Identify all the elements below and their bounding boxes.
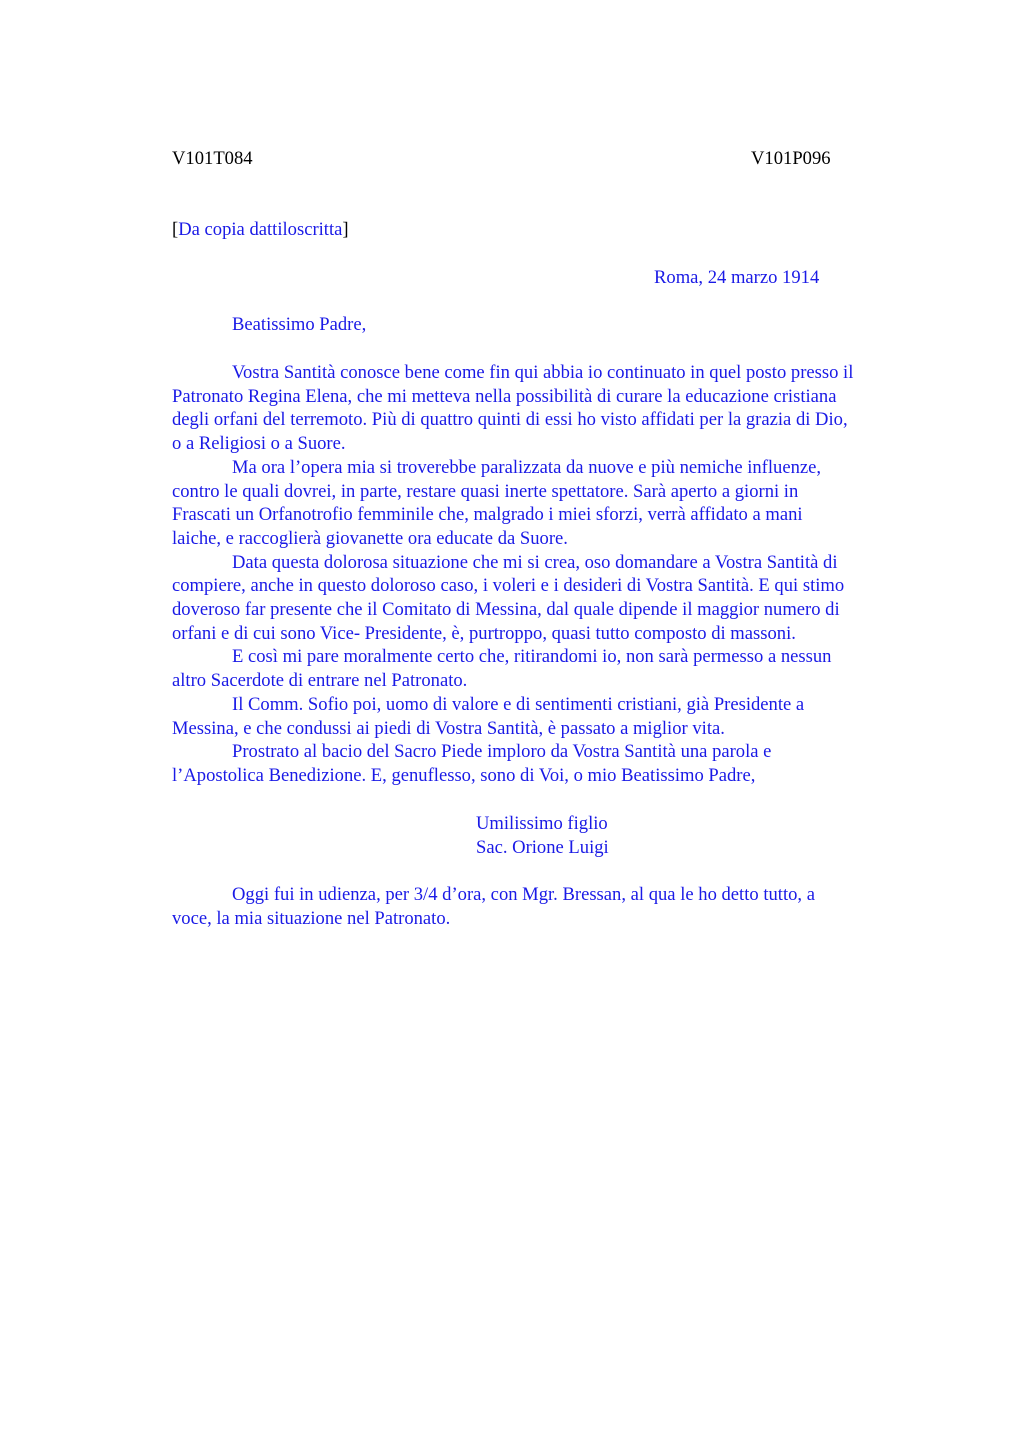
source-note	[172, 218, 349, 242]
signature-closing: Umilissimo figlio	[476, 813, 608, 834]
postscript-line: Oggi fui in udienza, per 3/4 d’ora, con Mgr. Bressan, al qua le ho detto tutto, a	[232, 884, 815, 905]
letter-paragraph	[172, 456, 932, 551]
source-note-text: Da copia dattiloscritta	[178, 219, 343, 240]
letter-paragraph	[172, 693, 932, 740]
paragraph-line: degli orfani del terremoto. Più di quattro quinti di essi ho visto affidati per la grazia di Dio,	[172, 409, 848, 431]
document-code-right: V101P096	[751, 148, 831, 169]
paragraph-line: Il Comm. Sofio poi, uomo di valore e di sentimenti cristiani, già Presidente a	[232, 693, 805, 715]
letter-signature	[476, 812, 609, 860]
signature-name: Sac. Orione Luigi	[476, 837, 609, 858]
letter-paragraph	[172, 361, 932, 456]
document-code-left: V101T084	[172, 148, 253, 169]
source-note-open-bracket: [	[172, 219, 179, 240]
paragraph-line: Frascati un Orfanotrofio femminile che, malgrado i miei sforzi, verrà affidato a mani	[172, 504, 803, 526]
letter-date: Roma, 24 marzo 1914	[654, 267, 820, 288]
paragraph-line: doveroso far presente che il Comitato di Messina, dal quale dipende il maggior numero di	[172, 599, 840, 621]
paragraph-line: l’Apostolica Benedizione. E, genuflesso, sono di Voi, o mio Beatissimo Padre,	[172, 764, 756, 786]
letter-body	[172, 361, 932, 788]
paragraph-line: E così mi pare moralmente certo che, ritirandomi io, non sarà permesso a nessun	[232, 646, 832, 668]
paragraph-line: Vostra Santità conosce bene come fin qui abbia io continuato in quel posto presso il	[232, 362, 854, 383]
paragraph-line: contro le quali dovrei, in parte, restare quasi inerte spettatore. Sarà aperto a giorni in	[172, 480, 799, 502]
letter-paragraph	[172, 740, 932, 787]
letter-salutation: Beatissimo Padre,	[232, 314, 367, 335]
paragraph-line: Prostrato al bacio del Sacro Piede imploro da Vostra Santità una parola e	[232, 741, 772, 763]
letter-paragraph	[172, 551, 932, 646]
paragraph-line: orfani e di cui sono Vice- Presidente, è, purtroppo, quasi tutto composto di massoni.	[172, 622, 796, 644]
paragraph-line: Messina, e che condussi ai piedi di Vostra Santità, è passato a miglior vita.	[172, 717, 725, 739]
postscript-line: voce, la mia situazione nel Patronato.	[172, 908, 451, 929]
letter-postscript	[172, 883, 815, 931]
paragraph-line: compiere, anche in questo doloroso caso, i voleri e i desideri di Vostra Santità. E qui stimo	[172, 575, 845, 597]
paragraph-line: Patronato Regina Elena, che mi metteva nella possibilità di curare la educazione cristiana	[172, 385, 837, 407]
paragraph-line: o a Religiosi o a Suore.	[172, 433, 346, 455]
paragraph-line: laiche, e raccoglierà giovanette ora educate da Suore.	[172, 527, 568, 549]
paragraph-line: altro Sacerdote di entrare nel Patronato.	[172, 670, 468, 692]
paragraph-line: Data questa dolorosa situazione che mi si crea, oso domandare a Vostra Santità di	[232, 551, 838, 573]
letter-paragraph	[172, 645, 932, 692]
paragraph-line: Ma ora l’opera mia si troverebbe paralizzata da nuove e più nemiche influenze,	[232, 456, 822, 478]
source-note-close-bracket: ]	[342, 219, 349, 240]
